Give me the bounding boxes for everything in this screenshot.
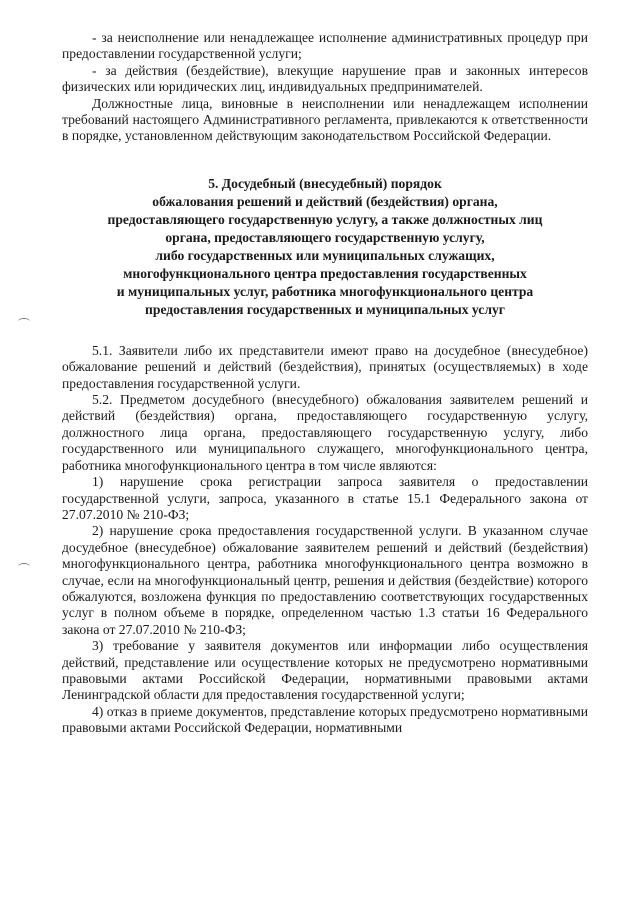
heading-line: либо государственных или муниципальных служащих,: [155, 247, 495, 263]
heading-line: предоставляющего государственную услугу, а также должностных лиц: [107, 211, 543, 227]
heading-line: органа, предоставляющего государственную услугу,: [165, 229, 485, 245]
paragraph: 4) отказ в приеме документов, представление которых предусмотрено нормативными правовыми актами Российской Федерации, нормативными: [62, 703, 588, 736]
paragraph: 1) нарушение срока регистрации запроса заявителя о предоставлении государственной услуги, запроса, указанного в статье 15.1 Федерального закона от 27.07.2010 № 210-ФЗ;: [62, 474, 588, 522]
heading-line: обжалования решений и действий (бездействия) органа,: [152, 193, 498, 209]
paragraph: 3) требование у заявителя документов или информации либо осуществления действий, представление или осуществление которых не предусмотрено нормативными правовыми актами Российской Федерации, нормативными правовыми актами Ленинградской области для предоставления государственной услуги;: [62, 638, 588, 703]
heading-line: и муниципальных услуг, работника многофункционального центра: [116, 283, 534, 299]
margin-mark: [18, 318, 30, 325]
paragraph: - за неисполнение или ненадлежащее исполнение административных процедур при предоставлении государственной услуги;: [62, 30, 588, 62]
heading-line: 5. Досудебный (внесудебный) порядок: [208, 175, 442, 191]
section-heading: [62, 175, 588, 319]
paragraph: 5.1. Заявители либо их представители имеют право на досудебное (внесудебное) обжалование решений и действий (бездействия), принятых (осуществляемых) в ходе предоставления государственной услуги.: [62, 342, 588, 391]
paragraph: - за действия (бездействие), влекущие нарушение прав и законных интересов физических или юридических лиц, индивидуальных предпринимателей.: [62, 62, 588, 95]
heading-line: предоставления государственных и муниципальных услуг: [145, 301, 505, 317]
paragraph: Должностные лица, виновные в неисполнении или ненадлежащем исполнении требований настоящего Административного регламента, привлекаются к ответственности в порядке, установленном действующим законодательством Российской Федерации.: [62, 95, 588, 144]
paragraph: 5.2. Предметом досудебного (внесудебного) обжалования заявителем решений и действий (бездействия) органа, предоставляющего государственную услугу, должностного лица органа, предоставляющего государственную услугу, либо государственного или муниципального служащего, многофункционального центра, работника многофункционального центра в том числе являются:: [62, 392, 588, 473]
document-page: [62, 30, 588, 737]
heading-line: многофункционального центра предоставления государственных: [123, 265, 527, 281]
margin-mark: [18, 563, 30, 570]
paragraph: 2) нарушение срока предоставления государственной услуги. В указанном случае досудебное (внесудебное) обжалование заявителем решений и действий (бездействия) многофункционального центра, работника многофункционального центра возможно в случае, если на многофункциональный центр, решения и действия (бездействие) которого обжалуются, возложена функция по предоставлению соответствующих государственных услуг в полном объеме в порядке, определенном частью 1.3 статьи 16 Федерального закона от 27.07.2010 № 210-ФЗ;: [62, 523, 588, 637]
